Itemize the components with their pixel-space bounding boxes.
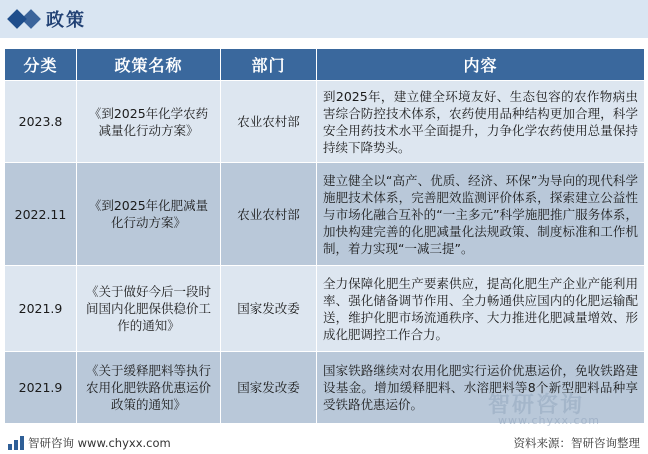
cell-content: 到2025年，建立健全环境友好、生态包容的农作物病虫害综合防控技术体系，农药使用品种结构更加合理，科学安全用药技术水平全面提升，力争化学农药使用总量保持持续下降势头。: [317, 81, 645, 163]
diamond-bullet-icon: [0, 0, 46, 38]
column-header-policy-name: 政策名称: [77, 49, 221, 81]
cell-policy-name: 《关于做好今后一段时间国内化肥保供稳价工作的通知》: [77, 266, 221, 352]
column-header-category: 分类: [5, 49, 77, 81]
cell-department: 国家发改委: [221, 352, 317, 424]
footer-source: 资料来源：智研咨询整理: [513, 436, 640, 450]
table-row: [5, 81, 645, 163]
cell-department: 国家发改委: [221, 266, 317, 352]
cell-content: 国家铁路继续对农用化肥实行运价优惠运价，免收铁路建设基金。增加缓释肥料、水溶肥料等8个新型肥料品种享受铁路优惠运价。: [317, 352, 645, 424]
column-header-department: 部门: [221, 49, 317, 81]
cell-content: 建立健全以“高产、优质、经济、环保”为导向的现代科学施肥技术体系，完善肥效监测评价体系，探索建立公益性与市场化融合互补的“一主多元”科学施肥推广服务体系，加快构建完善的化肥减量化法规政策、制度标准和工作机制，着力实现“一减三提”。: [317, 163, 645, 266]
footer: [0, 432, 648, 454]
cell-category: 2022.11: [5, 163, 77, 266]
cell-category: 2021.9: [5, 352, 77, 424]
table-header-row: [5, 49, 645, 81]
table-row: [5, 266, 645, 352]
table-row: [5, 163, 645, 266]
watermark-text: 智研咨询: [488, 393, 585, 418]
section-title: 政策: [46, 10, 86, 31]
footer-brand-text: 智研咨询 www.chyxx.com: [28, 436, 171, 450]
footer-brand: [8, 435, 171, 451]
watermark-url: www.chyxx.com: [498, 414, 601, 427]
policy-table: [4, 48, 645, 424]
cell-category: 2021.9: [5, 266, 77, 352]
cell-policy-name: 《关于缓释肥料等执行农用化肥铁路优惠运价政策的通知》: [77, 352, 221, 424]
cell-category: 2023.8: [5, 81, 77, 163]
cell-content: 全力保障化肥生产要素供应，提高化肥生产企业产能利用率、强化储备调节作用、全力畅通供应国内的化肥运输配送，维护化肥市场流通秩序、大力推进化肥减量增效、形成化肥调控工作合力。: [317, 266, 645, 352]
cell-policy-name: 《到2025年化学农药减量化行动方案》: [77, 81, 221, 163]
section-title-bar: [0, 0, 648, 38]
cell-department: 农业农村部: [221, 81, 317, 163]
bar-chart-logo-icon: [8, 436, 24, 450]
column-header-content: 内容: [317, 49, 645, 81]
cell-policy-name: 《到2025年化肥减量化行动方案》: [77, 163, 221, 266]
cell-department: 农业农村部: [221, 163, 317, 266]
